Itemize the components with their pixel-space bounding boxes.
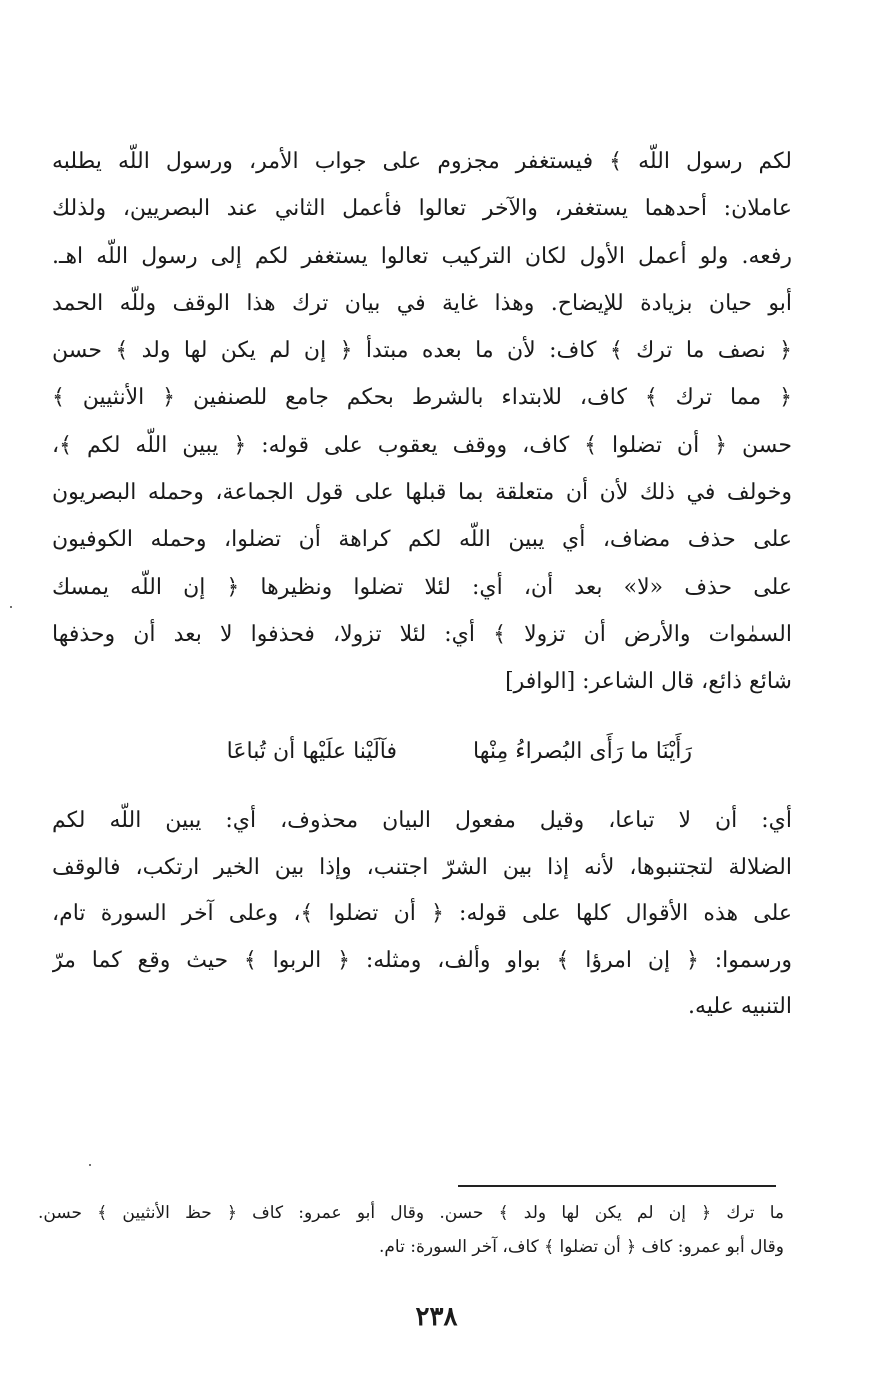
footnote-line: ما ترك ﴿ إن لم يكن لها ولد ﴾ حسن. وقال أبو عمرو: كاف ﴿ حظ الأنثيين ﴾ حسن. — [38, 1203, 784, 1223]
text-line: وخولف في ذلك لأن أن متعلقة بما قبلها على قول الجماعة، وحمله البصريون — [52, 480, 792, 506]
footnote-line: وقال أبو عمرو: كاف ﴿ أن تضلوا ﴾ كاف، آخر السورة: تام. — [379, 1237, 784, 1257]
text-line: عاملان: أحدهما يستغفر، والآخر تعالوا فأعمل الثاني عند البصريين، ولذلك — [52, 196, 792, 222]
scan-speck — [10, 606, 12, 608]
text-line: الضلالة لتجتنبوها، لأنه إذا بين الشرّ اجتنب، وإذا بين الخير ارتكب، فالوقف — [52, 854, 792, 880]
text-line: ورسموا: ﴿ إن امرؤا ﴾ بواو وألف، ومثله: ﴿ الربوا ﴾ حيث وقع كما مرّ — [52, 947, 792, 973]
main-text-block — [52, 138, 792, 706]
page-number: ٢٣٨ — [415, 1302, 458, 1332]
text-line: ﴿ مما ترك ﴾ كاف، للابتداء بالشرط بحكم جامع للصنفين ﴿ الأنثيين ﴾ — [52, 385, 792, 411]
text-line: رفعه. ولو أعمل الأول لكان التركيب تعالوا يستغفر لكم إلى رسول اللّه اهـ. — [52, 243, 792, 269]
text-line: شائع ذائع، قال الشاعر: [الوافر] — [505, 669, 792, 695]
text-line: أبو حيان بزيادة للإيضاح. وهذا غاية في بيان ترك هذا الوقف وللّه الحمد — [52, 290, 792, 316]
footnotes-block — [38, 1196, 784, 1264]
scan-speck — [89, 1164, 91, 1166]
verse-first-hemistich: رَأَيْنَا ما رَأَى البُصراءُ مِنْها — [472, 739, 692, 764]
text-line: على حذف «لا» بعد أن، أي: لئلا تضلوا ونظيرها ﴿ إن اللّه يمسك — [52, 574, 792, 600]
text-line: على هذه الأقوال كلها على قوله: ﴿ أن تضلوا ﴾، وعلى آخر السورة تام، — [52, 901, 792, 926]
text-line: التنبيه عليه. — [688, 994, 792, 1019]
text-line: ﴿ نصف ما ترك ﴾ كاف: لأن ما بعده مبتدأ ﴿ إن لم يكن لها ولد ﴾ حسن — [52, 338, 792, 364]
text-line: السمٰوات والأرض أن تزولا ﴾ أي: لئلا تزولا، فحذفوا لا بعد أن وحذفها — [52, 621, 792, 647]
main-text-block-2 — [52, 798, 792, 1031]
footnote-separator — [458, 1185, 776, 1187]
text-line: على حذف مضاف، أي يبين اللّه لكم كراهة أن تضلوا، وحمله الكوفيون — [52, 527, 792, 553]
text-line: أي: أن لا تباعا، وقيل مفعول البيان محذوف، أي: يبين اللّه لكم — [52, 808, 792, 833]
poetry-verse — [52, 728, 792, 776]
verse-second-hemistich: فآلَيْنا علَيْها أن تُباعَا — [226, 739, 397, 764]
text-line: حسن ﴿ أن تضلوا ﴾ كاف، ووقف يعقوب على قوله: ﴿ يبين اللّه لكم ﴾، — [52, 432, 792, 458]
text-line: لكم رسول اللّه ﴾ فيستغفر مجزوم على جواب الأمر، ورسول اللّه يطلبه — [52, 149, 792, 174]
